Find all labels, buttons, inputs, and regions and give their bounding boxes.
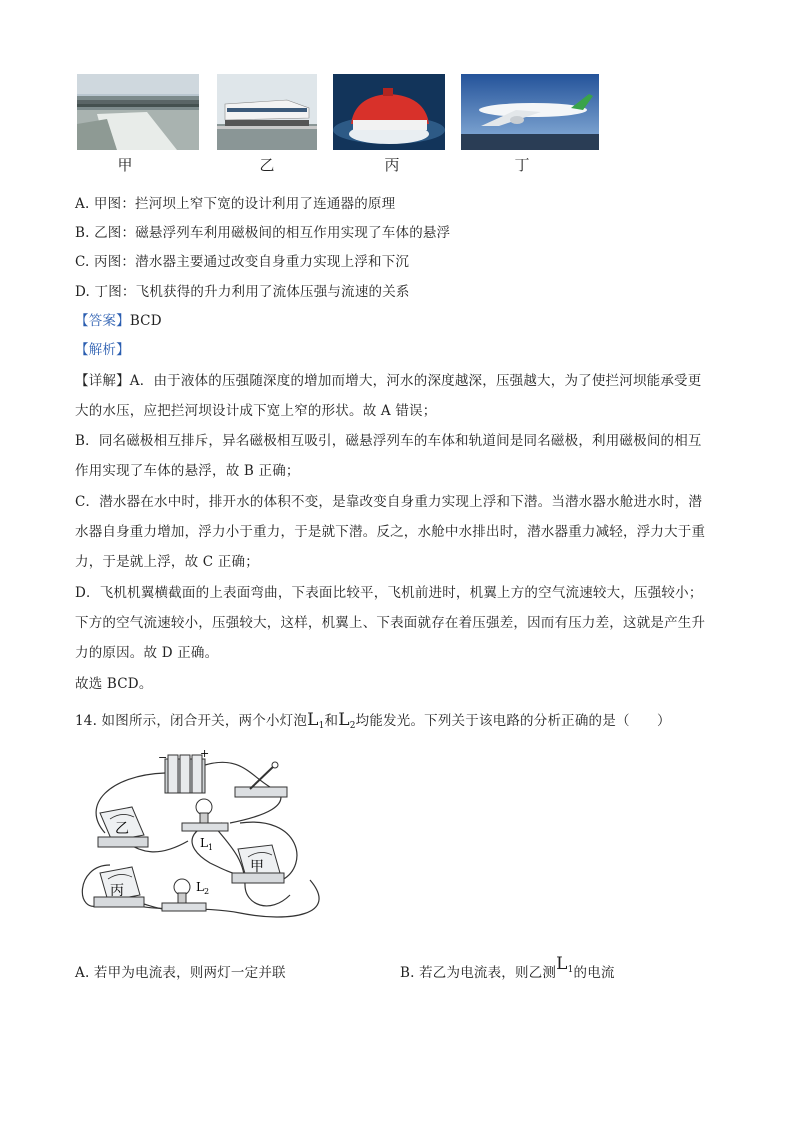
bulb-l1-sub: 1 — [208, 843, 214, 852]
caption-ding: 丁 — [514, 156, 530, 174]
maglev-photo — [217, 74, 317, 150]
q14-option-b-sub: 1 — [567, 965, 574, 975]
answer-tag: 【答案】 — [75, 313, 130, 329]
dam-photo — [77, 74, 199, 150]
photo-row — [77, 74, 607, 174]
detail-line: C．潜水器在水中时，排开水的体积不变，是靠改变自身重力实现上浮和下潜。当潜水器水舱进水时，潜 — [75, 494, 703, 510]
bulb-l1-label: L — [200, 836, 208, 850]
detail-line: 【详解】A．由于液体的压强随深度的增加而增大，河水的深度越深，压强越大，为了使拦河坝能承受更 — [75, 373, 702, 389]
meter-yi-label: 乙 — [115, 821, 129, 837]
detail-line: 水器自身重力增加，浮力小于重力，于是就下潜。反之，水舱中水排出时，潜水器重力减轻，浮力大于重 — [75, 524, 706, 540]
q14-option-b — [400, 954, 615, 983]
submersible-photo — [333, 74, 445, 150]
q14-stem-pre: 14. 如图所示，闭合开关，两个小灯泡 — [75, 713, 308, 729]
battery-plus: + — [200, 747, 210, 760]
q13-option-b: B. 乙图：磁悬浮列车利用磁极间的相互作用实现了车体的悬浮 — [75, 225, 451, 241]
detail-line: 作用实现了车体的悬浮，故 B 正确； — [75, 463, 300, 479]
q13-option-a: A. 甲图：拦河坝上窄下宽的设计利用了连通器的原理 — [75, 196, 396, 212]
meter-jia-label: 甲 — [250, 859, 264, 875]
q14-option-b-pre: B. 若乙为电流表，则乙测 — [400, 965, 557, 981]
q14-L1: L — [307, 710, 319, 730]
analysis-tag: 【解析】 — [75, 342, 130, 358]
q14-stem-post: 均能发光。下列关于该电路的分析正确的是（ ） — [355, 713, 671, 729]
detail-line: 力，于是就上浮，故 C 正确； — [75, 554, 259, 570]
detail-line: D．飞机机翼横截面的上表面弯曲，下表面比较平，飞机前进时，机翼上方的空气流速较大，压强较小； — [75, 585, 703, 601]
battery-minus: − — [158, 751, 168, 764]
q14-stem — [75, 709, 671, 731]
q14-option-b-post: 的电流 — [573, 965, 615, 981]
battery-icon — [165, 755, 205, 793]
circuit-diagram — [70, 745, 370, 927]
detail-line: 下方的空气流速较小，压强较大，这样，机翼上、下表面就存在着压强差，因而有压力差，这就是产生升 — [75, 615, 706, 631]
bulb-l1-icon — [182, 799, 228, 831]
airplane-photo — [461, 74, 599, 150]
q14-L2: L — [338, 710, 350, 730]
detail-line: 大的水压，应把拦河坝设计成下宽上窄的形状。故 A 错误； — [75, 403, 437, 419]
caption-bing: 丙 — [384, 156, 400, 174]
detail-line: 力的原因。故 D 正确。 — [75, 645, 219, 661]
q13-option-c: C. 丙图：潜水器主要通过改变自身重力实现上浮和下沉 — [75, 254, 410, 270]
q14-option-b-L: L — [556, 954, 568, 974]
meter-bing-label: 丙 — [110, 883, 124, 899]
detail-line: B．同名磁极相互排斥，异名磁极相互吸引，磁悬浮列车的车体和轨道间是同名磁极，利用磁极间的相互 — [75, 433, 702, 449]
detail-line: 故选 BCD。 — [75, 676, 153, 692]
bulb-l2-sub: 2 — [204, 887, 210, 896]
bulb-l2-label: L — [196, 880, 204, 894]
q13-option-d: D. 丁图：飞机获得的升力利用了流体压强与流速的关系 — [75, 284, 410, 300]
answer-value: BCD — [129, 313, 162, 329]
caption-jia: 甲 — [117, 156, 133, 174]
answer-line — [75, 309, 162, 329]
q14-L2-sub: 2 — [349, 721, 356, 731]
caption-yi: 乙 — [259, 156, 275, 174]
q14-L1-sub: 1 — [318, 721, 325, 731]
q14-option-a: A. 若甲为电流表，则两灯一定并联 — [75, 965, 286, 981]
q14-and: 和 — [324, 713, 339, 729]
